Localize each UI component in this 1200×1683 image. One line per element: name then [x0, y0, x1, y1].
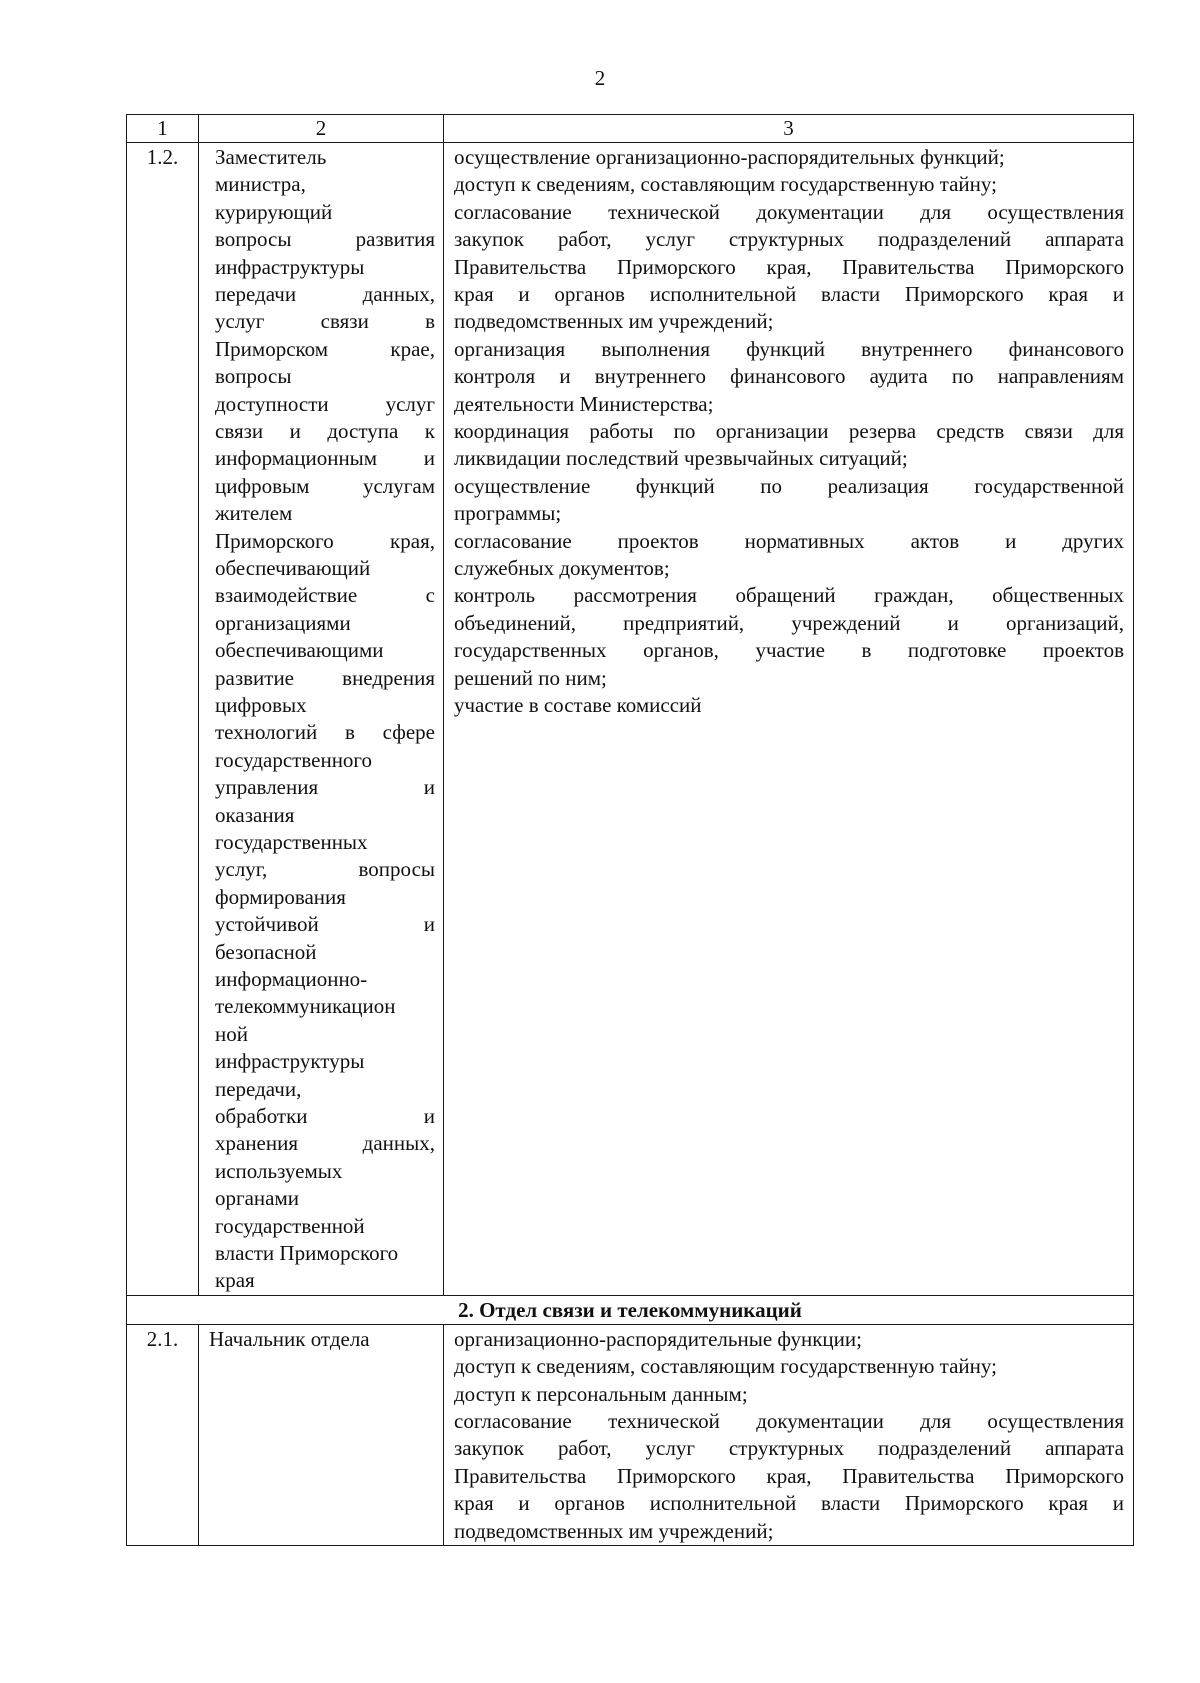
text-line: осуществление функций по реализация государственной	[454, 473, 1124, 498]
text-line: организационно-распорядительные функции;	[454, 1326, 862, 1351]
text-line: подведомственных им учреждений;	[454, 1518, 774, 1543]
text-line: осуществление организационно-распорядительных функций;	[454, 145, 1005, 169]
text-line: жителем	[215, 501, 293, 526]
text-line: власти Приморского	[215, 1240, 399, 1265]
text-line: ликвидации последствий чрезвычайных ситуаций;	[454, 446, 908, 471]
text-line: организация выполнения функций внутреннего финансового	[454, 336, 1124, 361]
text-line: Приморском крае,	[215, 336, 435, 361]
text-line: закупок работ, услуг структурных подразделений аппарата	[454, 1436, 1124, 1461]
text-line: служебных документов;	[454, 555, 670, 580]
text-line: инфраструктуры	[215, 254, 365, 279]
text-line: используемых	[215, 1158, 343, 1183]
text-line: формирования	[215, 884, 346, 909]
text-line: контроль рассмотрения обращений граждан, общественных	[454, 583, 1124, 608]
section-header-row	[127, 1295, 1134, 1324]
duties-table	[126, 114, 1134, 1546]
text-line: края и органов исполнительной власти Приморского края и	[454, 281, 1124, 306]
header-col-2: 2	[199, 115, 444, 143]
text-line: обеспечивающими	[215, 638, 384, 663]
text-line: информационно-	[215, 966, 368, 991]
text-line: оказания	[215, 802, 295, 827]
row-number: 2.1.	[127, 1324, 199, 1545]
header-col-1: 1	[127, 115, 199, 143]
text-line: вопросы развития	[215, 227, 435, 252]
text-line: цифровым услугам	[215, 473, 435, 498]
text-line: организациями	[215, 610, 351, 635]
text-line: согласование технической документации для осуществления	[454, 199, 1124, 224]
text-line: деятельности Министерства;	[454, 391, 714, 416]
text-line: подведомственных им учреждений;	[454, 309, 774, 334]
text-line: ной	[215, 1021, 248, 1046]
table-header-row	[127, 115, 1134, 143]
text-line: объединений, предприятий, учреждений и организаций,	[454, 610, 1124, 635]
text-line: управления и	[215, 775, 435, 800]
text-line: Приморского края,	[215, 528, 435, 553]
text-line: передачи,	[215, 1076, 302, 1101]
text-line: услуг, вопросы	[215, 857, 435, 882]
text-line: участие в составе комиссий	[454, 692, 702, 717]
text-line: Правительства Приморского края, Правительства Приморского	[454, 1463, 1124, 1488]
text-line: безопасной	[215, 939, 317, 964]
duties-cell	[444, 1324, 1134, 1545]
text-line: Заместитель	[215, 145, 327, 169]
table-row	[127, 143, 1134, 1296]
section-title: 2. Отдел связи и телекоммуникаций	[127, 1295, 1134, 1324]
text-line: устойчивой и	[215, 912, 435, 937]
text-line: технологий в сфере	[215, 720, 435, 745]
header-col-3: 3	[444, 115, 1134, 143]
text-line: передачи данных,	[215, 282, 435, 307]
page-number: 2	[594, 66, 606, 90]
row-number: 1.2.	[127, 143, 199, 1296]
text-line: государственных органов, участие в подготовке проектов	[454, 638, 1124, 663]
duties-text	[454, 1326, 1124, 1545]
text-line: хранения данных,	[215, 1131, 435, 1156]
text-line: края	[215, 1268, 255, 1293]
text-line: согласование технической документации для осуществления	[454, 1409, 1124, 1434]
text-line: взаимодействие с	[215, 583, 435, 608]
text-line: контроля и внутреннего финансового аудита по направлениям	[454, 364, 1124, 389]
text-line: вопросы	[215, 364, 292, 389]
position-cell	[199, 143, 444, 1296]
text-line: государственного	[215, 747, 373, 772]
text-line: цифровых	[215, 692, 307, 717]
text-line: края и органов исполнительной власти Приморского края и	[454, 1491, 1124, 1516]
text-line: доступ к сведениям, составляющим государственную тайну;	[454, 172, 997, 197]
text-line: инфраструктуры	[215, 1049, 365, 1074]
text-line: решений по ним;	[454, 665, 607, 690]
position-text	[215, 144, 435, 1295]
position-cell	[199, 1324, 444, 1545]
text-line: услуг связи в	[215, 309, 435, 334]
duties-text	[454, 144, 1124, 719]
text-line: согласование проектов нормативных актов и других	[454, 528, 1124, 553]
text-line: доступ к персональным данным;	[454, 1381, 748, 1406]
text-line: доступности услуг	[215, 391, 435, 416]
text-line: программы;	[454, 501, 562, 526]
table-row	[127, 1324, 1134, 1545]
text-line: обработки и	[215, 1103, 435, 1128]
text-line: обеспечивающий	[215, 555, 371, 580]
text-line: министра,	[215, 172, 306, 197]
text-line: Правительства Приморского края, Правительства Приморского	[454, 254, 1124, 279]
text-line: телекоммуникацион	[215, 994, 396, 1019]
text-line: закупок работ, услуг структурных подразделений аппарата	[454, 227, 1124, 252]
text-line: органами	[215, 1186, 300, 1211]
text-line: курирующий	[215, 199, 333, 224]
text-line: связи и доступа к	[215, 418, 435, 443]
text-line: развитие внедрения	[215, 665, 435, 690]
text-line: государственной	[215, 1213, 365, 1238]
text-line: доступ к сведениям, составляющим государственную тайну;	[454, 1354, 997, 1379]
duties-cell	[444, 143, 1134, 1296]
text-line: информационным и	[215, 446, 435, 471]
text-line: координация работы по организации резерва средств связи для	[454, 418, 1124, 443]
position-text: Начальник отдела	[209, 1326, 370, 1351]
text-line: государственных	[215, 829, 368, 854]
